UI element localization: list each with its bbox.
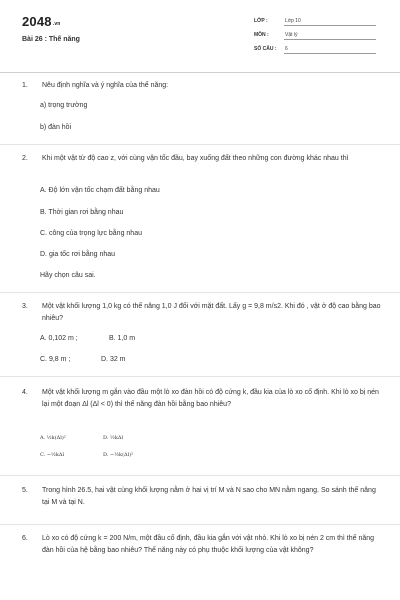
question-number: 4. bbox=[22, 389, 28, 396]
question-3-option-c: C. 9,8 m ; bbox=[40, 356, 71, 363]
question-2-option-b: B. Thời gian rơi bằng nhau bbox=[40, 209, 124, 216]
question-stem: Khi một vật từ độ cao z, với cùng vận tốc đầu, bay xuống đất theo những con đường khác nhau thì bbox=[42, 155, 349, 162]
question-3-option-b: B. 1,0 m bbox=[109, 335, 136, 342]
page-header bbox=[0, 0, 400, 72]
meta-count-label: SỐ CÂU : bbox=[254, 46, 277, 52]
meta-class-value: Lớp 10 bbox=[284, 18, 376, 26]
question-2-option-a: A. Độ lớn vận tốc chạm đất bằng nhau bbox=[40, 187, 160, 194]
question-divider bbox=[0, 144, 400, 145]
question-4-option-c: C. −½kΔl bbox=[40, 452, 65, 458]
logo-main: 2048 bbox=[22, 14, 52, 29]
question-number: 2. bbox=[22, 155, 28, 162]
question-4-option-a: A. ½k(Δl)² bbox=[40, 435, 66, 441]
question-number: 6. bbox=[22, 535, 28, 542]
question-stem: Trong hình 26.5, hai vật cùng khối lượng nằm ở hai vị trí M và N sao cho MN nằm ngang. So sánh thế năng tại M và tại N. bbox=[42, 487, 376, 506]
lesson-title: Bài 26 : Thế năng bbox=[22, 36, 80, 43]
question-1-option-b: b) đàn hồi bbox=[40, 124, 72, 131]
meta-class-label: LỚP : bbox=[254, 18, 268, 24]
question-2-option-c: C. công của trọng lực bằng nhau bbox=[40, 230, 142, 237]
logo-suffix: .vn bbox=[52, 21, 61, 27]
question-number: 1. bbox=[22, 82, 28, 89]
question-divider bbox=[0, 475, 400, 476]
meta-count-row bbox=[254, 44, 376, 56]
question-number: 3. bbox=[22, 303, 28, 310]
header-divider bbox=[0, 72, 400, 73]
meta-count-value: 6 bbox=[284, 46, 376, 54]
question-4-option-d: D. −½k(Δl)² bbox=[103, 452, 134, 458]
meta-class-row bbox=[254, 16, 376, 28]
question-stem: Nêu định nghĩa và ý nghĩa của thế năng: bbox=[42, 82, 169, 89]
question-3-option-d: D. 32 m bbox=[101, 356, 126, 363]
question-2-option-d: D. gia tốc rơi bằng nhau bbox=[40, 251, 116, 258]
question-1-option-a: a) trọng trường bbox=[40, 102, 88, 109]
question-number: 5. bbox=[22, 487, 28, 494]
meta-subject-row bbox=[254, 30, 376, 42]
meta-subject-label: MÔN : bbox=[254, 32, 269, 38]
site-logo[interactable] bbox=[22, 14, 61, 29]
question-stem: Một vật khối lượng 1,0 kg có thế năng 1,0 J đối với mặt đất. Lấy g = 9,8 m/s2. Khi đó , vật ở độ cao bằng bao nhiêu? bbox=[42, 303, 381, 322]
question-4-option-b: D. ½kΔl bbox=[103, 435, 124, 441]
question-divider bbox=[0, 292, 400, 293]
question-stem: Lò xo có độ cứng k = 200 N/m, một đầu cố định, đầu kia gắn với vật nhỏ. Khi lò xo bị nén 2 cm thì thế năng đàn hồi của hệ bằng bao nhiêu? Thế năng này có phụ thuộc khối lượng của vật không? bbox=[42, 535, 375, 554]
question-3-option-a: A. 0,102 m ; bbox=[40, 335, 78, 342]
question-divider bbox=[0, 376, 400, 377]
meta-subject-value: Vật lý bbox=[284, 32, 376, 40]
question-stem: Một vật khối lượng m gắn vào đầu một lò xo đàn hồi có độ cứng k, đầu kia của lò xo cố định. Khi lò xo bị nén lại một đoạn Δl (Δl < 0) thì thế năng đàn hồi bằng bao nhiêu? bbox=[42, 389, 379, 408]
question-divider bbox=[0, 524, 400, 525]
question-2-instruction: Hãy chọn câu sai. bbox=[40, 272, 96, 279]
